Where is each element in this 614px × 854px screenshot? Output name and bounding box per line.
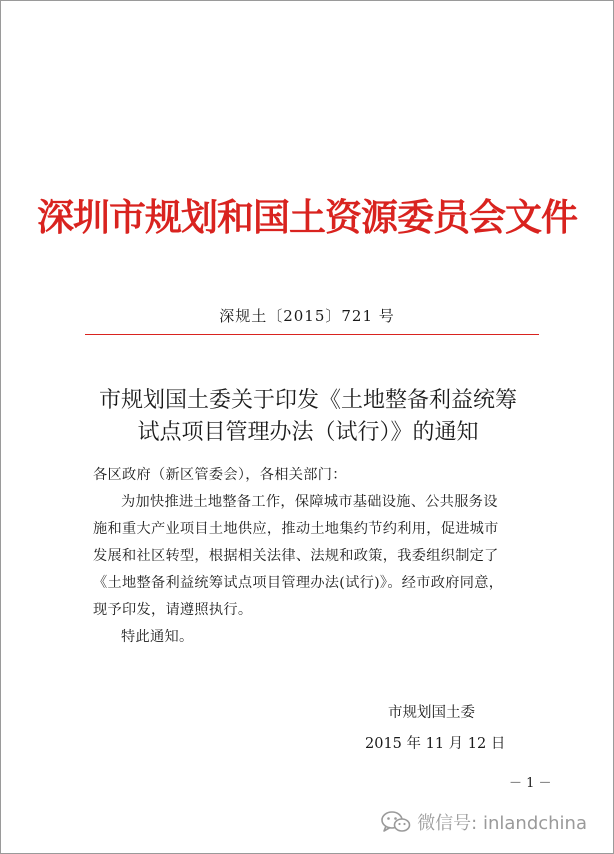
body-line-2: 施和重大产业项目土地供应，推动土地集约节约利用，促进城市 (93, 521, 499, 537)
wechat-icon (381, 810, 411, 834)
watermark-text: 微信号: inlandchina (417, 813, 587, 834)
document-header: 深圳市规划和国土资源委员会文件 (37, 195, 577, 239)
document-number: 深规土〔2015〕721 号 (219, 307, 395, 325)
body-line-3: 发展和社区转型，根据相关法律、法规和政策，我委组织制定了 (93, 548, 499, 564)
wechat-watermark (381, 809, 587, 835)
red-divider (85, 334, 539, 335)
page-number: － 1 － (509, 776, 552, 791)
body-line-4: 《土地整备利益统筹试点项目管理办法(试行)》。经市政府同意， (93, 575, 504, 591)
document-title (61, 385, 555, 449)
body-line-1: 为加快推进土地整备工作，保障城市基础设施、公共服务设 (121, 494, 498, 510)
document-body (93, 462, 541, 651)
signature: 市规划国土委 (388, 705, 475, 721)
title-line-1: 市规划国土委关于印发《土地整备利益统筹 (98, 388, 517, 413)
title-line-2: 试点项目管理办法（试行）》的通知 (137, 420, 479, 445)
body-line-5: 现予印发，请遵照执行。 (93, 602, 253, 618)
closing-line: 特此通知。 (121, 629, 194, 645)
signature-date: 2015 年 11 月 12 日 (365, 736, 506, 752)
addressee: 各区政府（新区管委会），各相关部门： (93, 467, 347, 483)
